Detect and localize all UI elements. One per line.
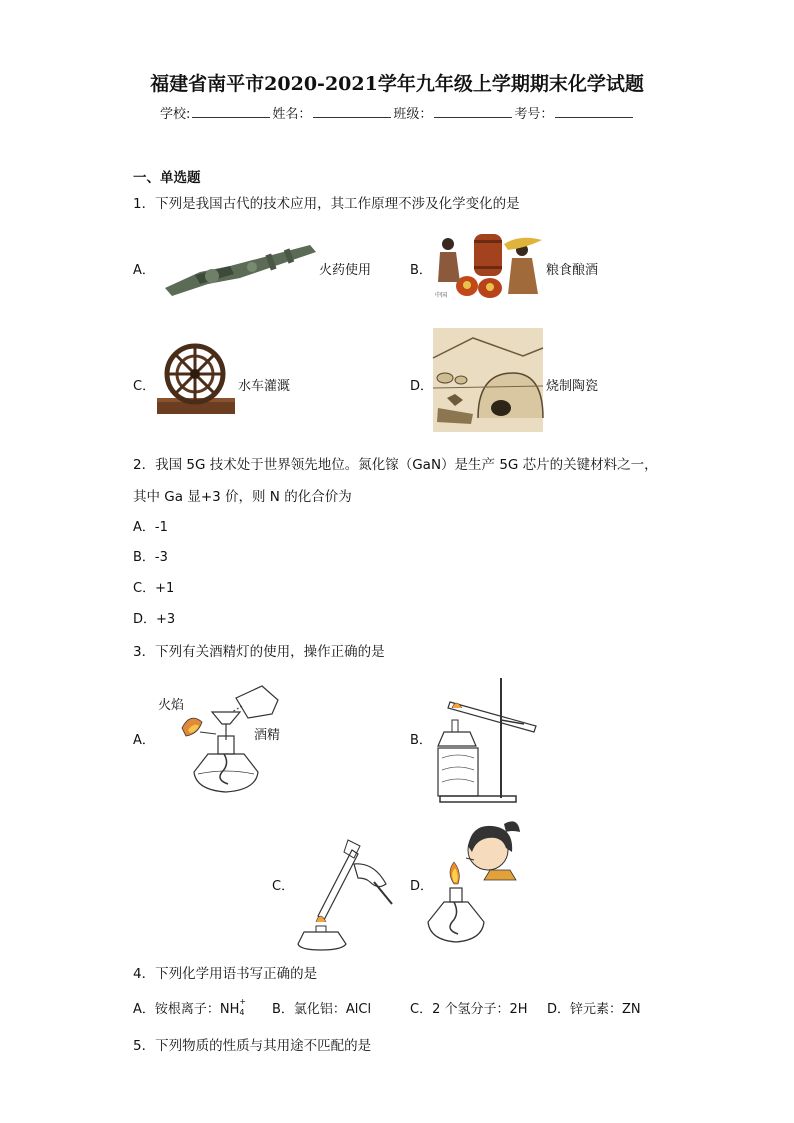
q2-option-b: B．-3 — [133, 550, 168, 565]
class-label: 班级： — [393, 107, 433, 122]
tube-heating-stand-diagram — [436, 674, 546, 806]
waterwheel-image — [155, 342, 237, 418]
flame-label: 火焰 — [158, 698, 185, 713]
q4-option-a — [133, 998, 247, 1017]
alcohol-label: 酒精 — [254, 728, 281, 743]
q4-option-a-charge — [239, 996, 247, 1017]
cannon-image — [160, 240, 320, 300]
q1-option-c-caption: 水车灌溉 — [238, 379, 291, 394]
q4-option-b: B．氯化铝：AlCl — [272, 1002, 372, 1017]
lamp-refill-diagram — [172, 678, 282, 798]
q3-option-b-letter: B． — [410, 733, 432, 748]
count-sub: 4 — [239, 1007, 245, 1017]
page-title: 福建省南平市2020-2021学年九年级上学期期末化学试题 — [150, 73, 644, 95]
q1-option-a-caption: 火药使用 — [319, 263, 372, 278]
exam-no-blank — [555, 105, 633, 118]
q1-option-a-letter: A． — [133, 263, 155, 278]
question-2-stem-line1: 2．我国 5G 技术处于世界领先地位。氮化镓（GaN）是生产 5G 芯片的关键材料之一， — [133, 457, 658, 473]
question-5-stem: 5．下列物质的性质与其用途不匹配的是 — [133, 1038, 372, 1054]
exam-no-label: 考号： — [514, 107, 554, 122]
q3-option-c-letter: C． — [272, 879, 295, 894]
q4-option-a-text: A．铵根离子：NH — [133, 1002, 240, 1017]
q1-option-c-letter: C． — [133, 379, 156, 394]
school-label: 学校: — [160, 107, 191, 122]
question-4-stem: 4．下列化学用语书写正确的是 — [133, 966, 318, 982]
charge-sup: + — [239, 996, 247, 1006]
question-2-stem-line2: 其中 Ga 显+3 价，则 N 的化合价为 — [133, 489, 352, 505]
blowing-out-lamp-diagram — [428, 818, 538, 958]
question-3-stem: 3．下列有关酒精灯的使用，操作正确的是 — [133, 644, 385, 660]
q1-option-b-letter: B． — [410, 263, 432, 278]
q2-option-a: A．-1 — [133, 520, 168, 535]
q3-option-d-letter: D． — [410, 879, 434, 894]
q4-option-c: C．2 个氢分子：2H — [410, 1002, 528, 1017]
q2-option-c: C．+1 — [133, 581, 175, 596]
question-1-stem: 1．下列是我国古代的技术应用，其工作原理不涉及化学变化的是 — [133, 196, 520, 212]
wine-brewing-image — [434, 230, 544, 300]
q2-option-d: D．+3 — [133, 612, 176, 627]
tube-handheld-diagram — [294, 832, 394, 952]
section-heading: 一、单选题 — [133, 170, 201, 186]
china-mark-text: 中国 — [435, 292, 448, 299]
name-blank — [313, 105, 391, 118]
kiln-image — [433, 328, 543, 432]
q3-option-a-letter: A． — [133, 733, 155, 748]
name-label: 姓名： — [272, 107, 312, 122]
student-info-line — [160, 103, 635, 122]
q1-option-b-caption: 粮食酿酒 — [546, 263, 599, 278]
q4-option-d: D．锌元素：ZN — [547, 1002, 641, 1017]
class-blank — [434, 105, 512, 118]
q1-option-d-caption: 烧制陶瓷 — [546, 379, 599, 394]
q1-option-d-letter: D． — [410, 379, 434, 394]
school-blank — [192, 105, 270, 118]
